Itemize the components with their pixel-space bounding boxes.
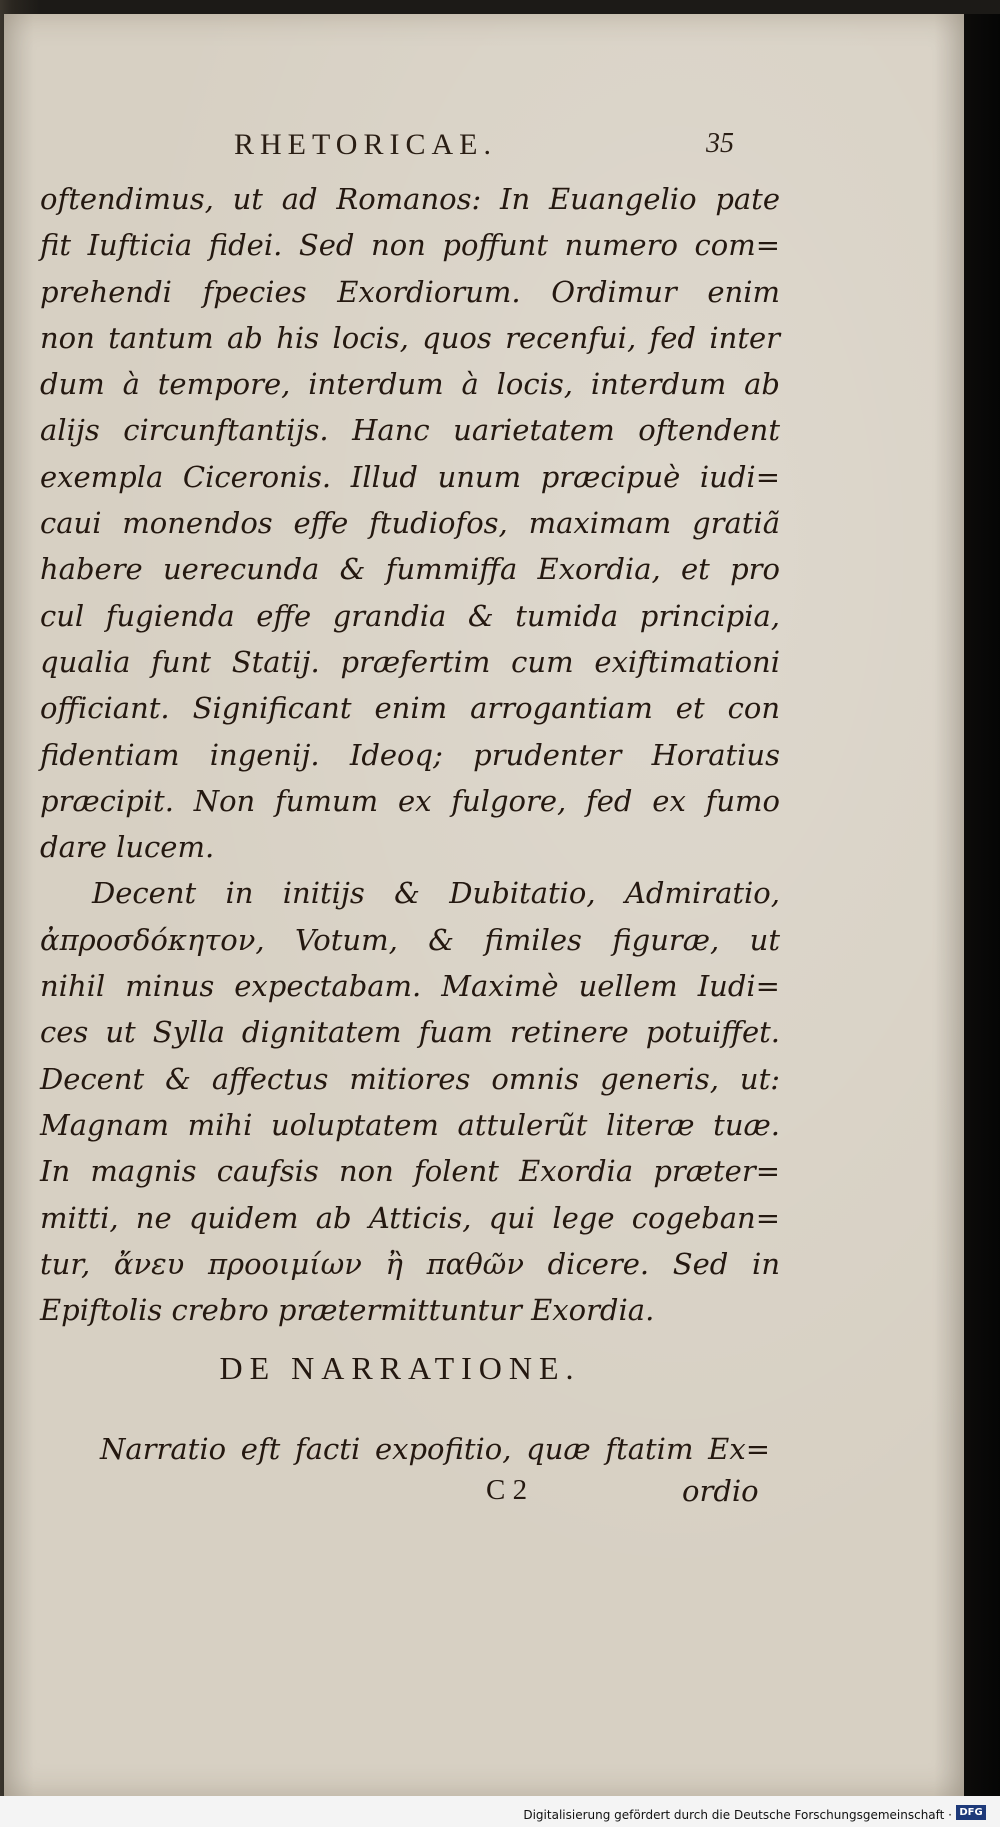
catchword: ordio [682, 1474, 759, 1508]
text-line: fit Iufticia fidei. Sed non poffunt numero com= [40, 228, 780, 263]
text-line: nihil minus expectabam. Maximè uellem Iudi= [40, 969, 780, 1004]
page-shadow-edge [964, 14, 1000, 1796]
text-line: Magnam mihi uoluptatem attulerũt literæ tuæ. [40, 1107, 780, 1142]
running-title: RHETORICAE. [234, 128, 497, 161]
text-line: Decent & affectus mitiores omnis generis, ut: [40, 1061, 780, 1096]
text-line: mitti, ne quidem ab Atticis, qui lege cogeban= [40, 1200, 780, 1235]
text-line: dare lucem. [40, 830, 215, 865]
running-head [0, 128, 960, 168]
text-line: exempla Ciceronis. Illud unum præcipuè iudi= [40, 459, 780, 494]
text-line: ces ut Sylla dignitatem fuam retinere potuiffet. [40, 1015, 780, 1050]
page-number: 35 [706, 128, 734, 159]
body-text [40, 176, 780, 1333]
text-line: dum à tempore, interdum à locis, interdum ab [40, 367, 780, 402]
text-line: tur, ἄνευ προοιμίων ἢ παθῶν dicere. Sed in [40, 1246, 780, 1281]
text-line: fidentiam ingenij. Ideoq; prudenter Horatius [40, 737, 780, 772]
text-line: alijs circunftantijs. Hanc uarietatem oftendent [40, 413, 780, 448]
digitization-credit: Digitalisierung gefördert durch die Deutsche Forschungsgemeinschaft · [523, 1808, 952, 1822]
text-line: cul fugienda effe grandia & tumida principia, [40, 598, 780, 633]
text-line: ἀπροσδόκητον, Votum, & fimiles figuræ, ut [40, 922, 780, 957]
text-line: non tantum ab his locis, quos recenfui, fed inter [40, 320, 780, 355]
text-line: habere uerecunda & fummiffa Exordia, et pro [40, 552, 780, 587]
narration-text [100, 1426, 770, 1472]
text-line: Decent in initijs & Dubitatio, Admiratio, [92, 876, 780, 911]
text-line: oftendimus, ut ad Romanos: In Euangelio pate [40, 182, 780, 216]
text-line: prehendi fpecies Exordiorum. Ordimur enim [40, 274, 780, 309]
signature-mark: C 2 [486, 1474, 528, 1506]
text-line: officiant. Significant enim arrogantiam et con [40, 691, 780, 726]
text-line: Epiftolis crebro prætermittuntur Exordia. [40, 1293, 655, 1328]
text-line: qualia funt Statij. præfertim cum exiftimationi [40, 644, 780, 679]
dfg-logo-icon: DFG [956, 1805, 986, 1820]
text-line: In magnis caufsis non folent Exordia præter= [40, 1154, 780, 1189]
section-heading: DE NARRATIONE. [219, 1350, 581, 1386]
text-line: præcipit. Non fumum ex fulgore, fed ex fumo [40, 783, 780, 818]
text-line: caui monendos effe ftudiofos, maximam gratiã [40, 506, 780, 541]
text-line: Narratio eft facti expofitio, quæ ftatim Ex= [100, 1432, 770, 1466]
